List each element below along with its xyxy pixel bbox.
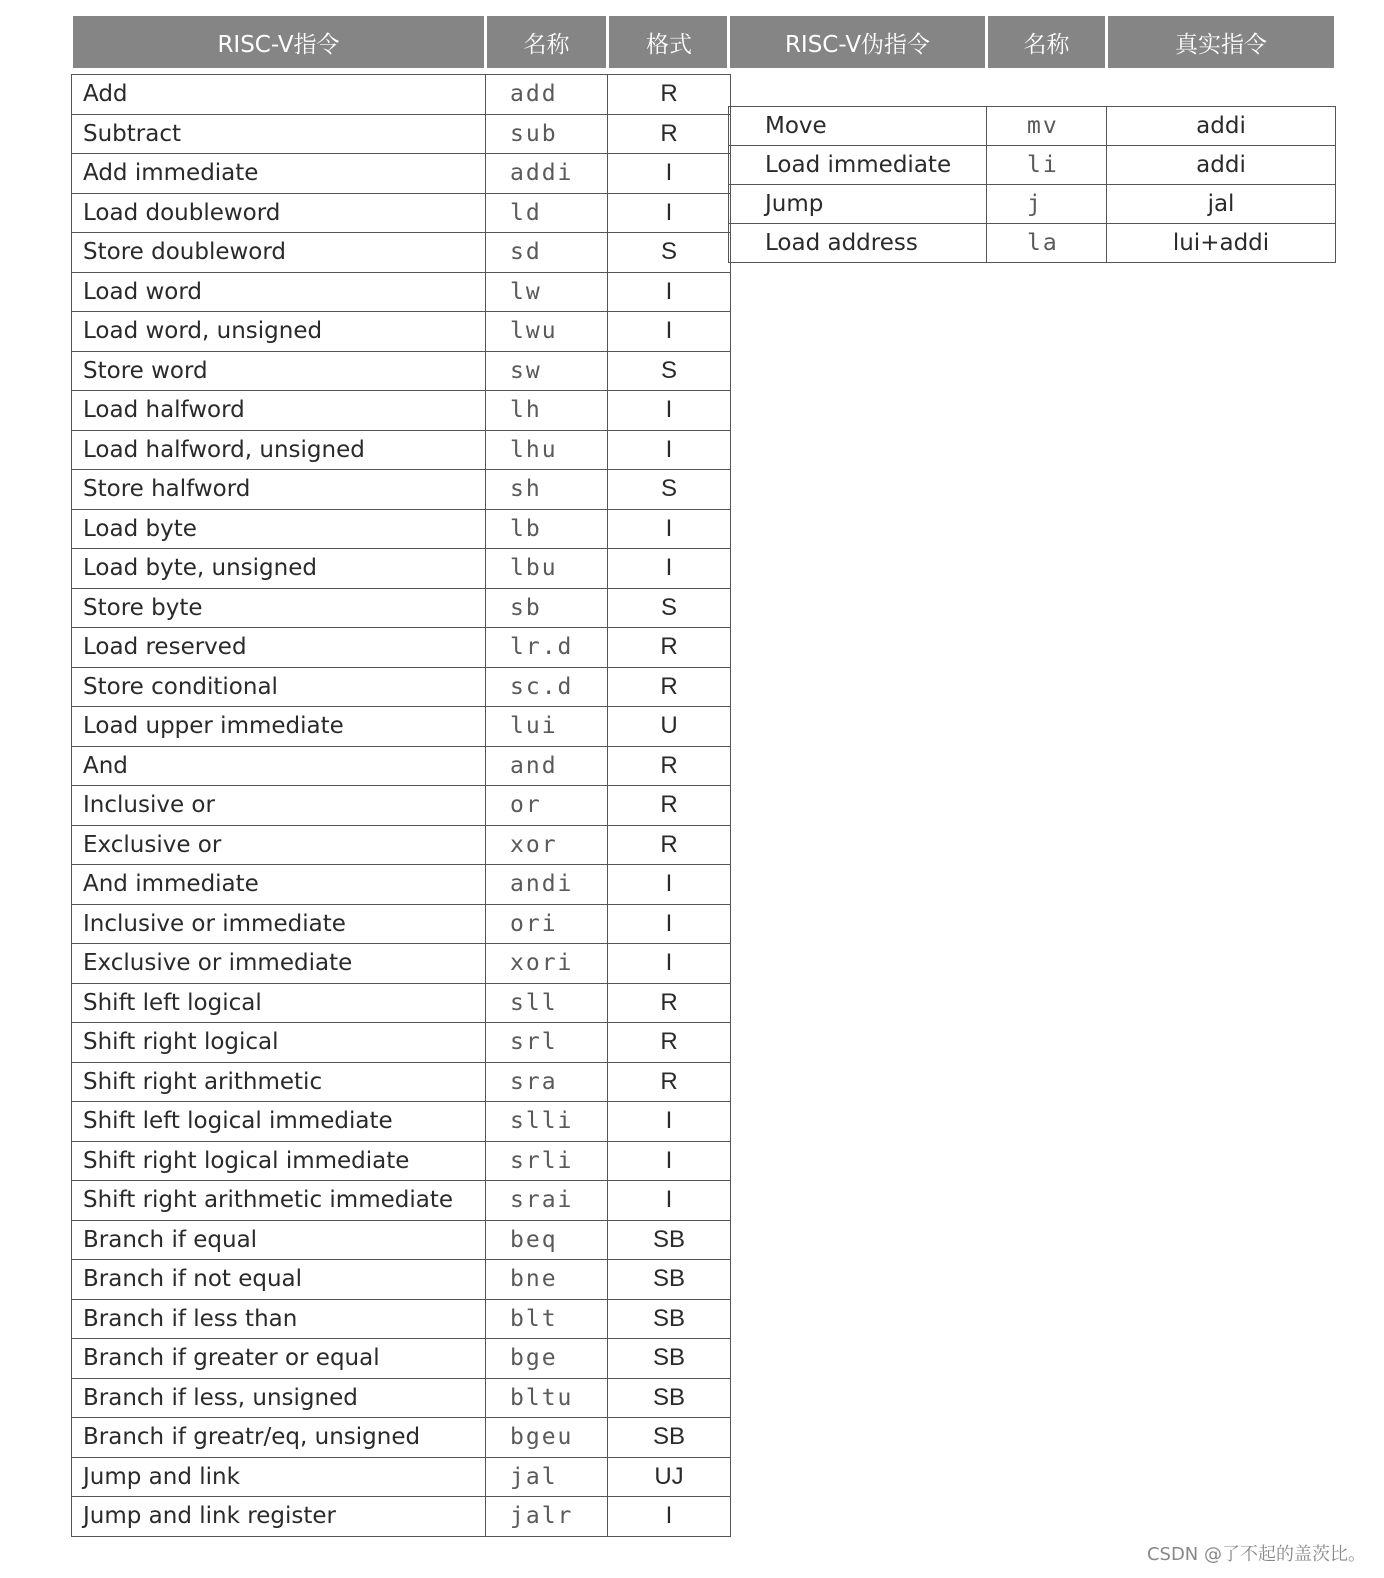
- table-row: [72, 944, 731, 984]
- instruction-description: Load byte, unsigned: [72, 549, 486, 589]
- instruction-mnemonic: or: [486, 786, 608, 826]
- instruction-description: And immediate: [72, 865, 486, 905]
- instruction-mnemonic: bgeu: [486, 1418, 608, 1458]
- instruction-mnemonic: lui: [486, 707, 608, 747]
- instruction-table-header: [72, 16, 731, 68]
- instruction-format: R: [608, 786, 731, 826]
- instruction-format: SB: [608, 1418, 731, 1458]
- instruction-mnemonic: bltu: [486, 1378, 608, 1418]
- instruction-mnemonic: srai: [486, 1181, 608, 1221]
- instruction-mnemonic: sll: [486, 983, 608, 1023]
- instruction-format: I: [608, 865, 731, 905]
- table-row: [72, 75, 731, 115]
- instruction-description: Load halfword, unsigned: [72, 430, 486, 470]
- header-name: 名称: [486, 16, 608, 68]
- instruction-description: And: [72, 746, 486, 786]
- instruction-format: R: [608, 1023, 731, 1063]
- table-row: [72, 1299, 731, 1339]
- instruction-mnemonic: lbu: [486, 549, 608, 589]
- instruction-description: Add immediate: [72, 154, 486, 194]
- table-row: [72, 628, 731, 668]
- real-instruction: jal: [1107, 185, 1336, 224]
- pseudo-table-row: [729, 185, 1336, 224]
- table-row: [72, 272, 731, 312]
- table-row: [72, 509, 731, 549]
- table-row: [72, 904, 731, 944]
- instruction-mnemonic: andi: [486, 865, 608, 905]
- instruction-description: Branch if greatr/eq, unsigned: [72, 1418, 486, 1458]
- table-row: [72, 1457, 731, 1497]
- instruction-format: R: [608, 628, 731, 668]
- table-row: [72, 1023, 731, 1063]
- instruction-format: I: [608, 1181, 731, 1221]
- instruction-description: Branch if not equal: [72, 1260, 486, 1300]
- instruction-mnemonic: xori: [486, 944, 608, 984]
- instruction-description: Shift left logical: [72, 983, 486, 1023]
- instruction-description: Add: [72, 75, 486, 115]
- instruction-format: I: [608, 272, 731, 312]
- instruction-format: S: [608, 233, 731, 273]
- header-format: 格式: [608, 16, 731, 68]
- pseudo-description: Load immediate: [729, 146, 987, 185]
- real-instruction: addi: [1107, 146, 1336, 185]
- instruction-description: Inclusive or immediate: [72, 904, 486, 944]
- table-row: [72, 667, 731, 707]
- table-row: [72, 1260, 731, 1300]
- instruction-description: Shift right arithmetic immediate: [72, 1181, 486, 1221]
- instruction-mnemonic: sra: [486, 1062, 608, 1102]
- table-row: [72, 193, 731, 233]
- instruction-format: I: [608, 549, 731, 589]
- pseudo-table-header: [729, 16, 1336, 68]
- pseudo-mnemonic: j: [987, 185, 1107, 224]
- instruction-mnemonic: sub: [486, 114, 608, 154]
- real-instruction: addi: [1107, 107, 1336, 146]
- table-row: [72, 983, 731, 1023]
- table-row: [72, 154, 731, 194]
- pseudo-description: Load address: [729, 224, 987, 263]
- instruction-mnemonic: ld: [486, 193, 608, 233]
- instruction-description: Store doubleword: [72, 233, 486, 273]
- instruction-format: R: [608, 983, 731, 1023]
- instruction-mnemonic: lb: [486, 509, 608, 549]
- instruction-description: Branch if less than: [72, 1299, 486, 1339]
- instruction-format: SB: [608, 1260, 731, 1300]
- pseudo-description: Jump: [729, 185, 987, 224]
- instruction-mnemonic: bge: [486, 1339, 608, 1379]
- instruction-description: Load upper immediate: [72, 707, 486, 747]
- pseudo-description: Move: [729, 107, 987, 146]
- instruction-format: I: [608, 391, 731, 431]
- table-row: [72, 746, 731, 786]
- instruction-mnemonic: bne: [486, 1260, 608, 1300]
- instruction-description: Store halfword: [72, 470, 486, 510]
- instruction-description: Shift right logical: [72, 1023, 486, 1063]
- instruction-description: Store conditional: [72, 667, 486, 707]
- table-row: [72, 1102, 731, 1142]
- table-row: [72, 549, 731, 589]
- pseudo-table-row: [729, 107, 1336, 146]
- instruction-format: R: [608, 114, 731, 154]
- table-row: [72, 470, 731, 510]
- header-pseudo-instruction: RISC-V伪指令: [729, 16, 987, 68]
- instruction-description: Shift right arithmetic: [72, 1062, 486, 1102]
- instruction-format: R: [608, 825, 731, 865]
- header-real-instruction: 真实指令: [1107, 16, 1336, 68]
- instruction-mnemonic: lwu: [486, 312, 608, 352]
- instruction-format: S: [608, 351, 731, 391]
- instruction-format: R: [608, 746, 731, 786]
- instruction-description: Exclusive or: [72, 825, 486, 865]
- instruction-description: Load word: [72, 272, 486, 312]
- table-row: [72, 1497, 731, 1537]
- instruction-mnemonic: addi: [486, 154, 608, 194]
- instruction-format: UJ: [608, 1457, 731, 1497]
- table-row: [72, 1378, 731, 1418]
- instruction-mnemonic: lr.d: [486, 628, 608, 668]
- table-row: [72, 865, 731, 905]
- instruction-description: Load halfword: [72, 391, 486, 431]
- pseudo-mnemonic: li: [987, 146, 1107, 185]
- instruction-description: Exclusive or immediate: [72, 944, 486, 984]
- instruction-format: S: [608, 470, 731, 510]
- table-row: [72, 588, 731, 628]
- instruction-format: I: [608, 1141, 731, 1181]
- instruction-description: Branch if equal: [72, 1220, 486, 1260]
- instruction-mnemonic: sc.d: [486, 667, 608, 707]
- instruction-mnemonic: lh: [486, 391, 608, 431]
- header-instruction: RISC-V指令: [72, 16, 486, 68]
- instruction-format: SB: [608, 1220, 731, 1260]
- instruction-description: Shift right logical immediate: [72, 1141, 486, 1181]
- instruction-format: R: [608, 75, 731, 115]
- pseudo-mnemonic: mv: [987, 107, 1107, 146]
- instruction-description: Load doubleword: [72, 193, 486, 233]
- header-pseudo-name: 名称: [987, 16, 1107, 68]
- instruction-format: I: [608, 1102, 731, 1142]
- instruction-mnemonic: lw: [486, 272, 608, 312]
- instruction-format: I: [608, 944, 731, 984]
- instruction-mnemonic: jal: [486, 1457, 608, 1497]
- instruction-mnemonic: ori: [486, 904, 608, 944]
- table-row: [72, 825, 731, 865]
- instruction-mnemonic: srl: [486, 1023, 608, 1063]
- instruction-format: R: [608, 667, 731, 707]
- instruction-mnemonic: sd: [486, 233, 608, 273]
- instruction-format: U: [608, 707, 731, 747]
- instruction-mnemonic: srli: [486, 1141, 608, 1181]
- table-row: [72, 351, 731, 391]
- instruction-mnemonic: blt: [486, 1299, 608, 1339]
- instruction-description: Jump and link: [72, 1457, 486, 1497]
- instruction-mnemonic: and: [486, 746, 608, 786]
- table-row: [72, 1339, 731, 1379]
- instruction-format: SB: [608, 1339, 731, 1379]
- watermark: CSDN @了不起的盖茨比。: [1146, 1544, 1366, 1565]
- table-row: [72, 391, 731, 431]
- instruction-table: [70, 16, 732, 1537]
- table-row: [72, 1418, 731, 1458]
- table-row: [72, 1062, 731, 1102]
- pseudo-table-row: [729, 146, 1336, 185]
- table-row: [72, 1220, 731, 1260]
- instruction-format: I: [608, 1497, 731, 1537]
- instruction-format: SB: [608, 1378, 731, 1418]
- pseudo-mnemonic: la: [987, 224, 1107, 263]
- instruction-description: Store byte: [72, 588, 486, 628]
- table-row: [72, 1141, 731, 1181]
- real-instruction: lui+addi: [1107, 224, 1336, 263]
- pseudo-instruction-table: [727, 16, 1337, 263]
- instruction-description: Inclusive or: [72, 786, 486, 826]
- instruction-description: Branch if less, unsigned: [72, 1378, 486, 1418]
- instruction-format: I: [608, 430, 731, 470]
- instruction-format: I: [608, 904, 731, 944]
- instruction-description: Jump and link register: [72, 1497, 486, 1537]
- instruction-description: Subtract: [72, 114, 486, 154]
- instruction-description: Load byte: [72, 509, 486, 549]
- instruction-format: I: [608, 312, 731, 352]
- instruction-format: I: [608, 193, 731, 233]
- instruction-description: Shift left logical immediate: [72, 1102, 486, 1142]
- instruction-description: Store word: [72, 351, 486, 391]
- instruction-description: Load reserved: [72, 628, 486, 668]
- instruction-mnemonic: lhu: [486, 430, 608, 470]
- instruction-mnemonic: beq: [486, 1220, 608, 1260]
- instruction-format: R: [608, 1062, 731, 1102]
- instruction-mnemonic: slli: [486, 1102, 608, 1142]
- table-row: [72, 233, 731, 273]
- instruction-format: SB: [608, 1299, 731, 1339]
- instruction-mnemonic: sb: [486, 588, 608, 628]
- instruction-description: Branch if greater or equal: [72, 1339, 486, 1379]
- instruction-mnemonic: sh: [486, 470, 608, 510]
- instruction-description: Load word, unsigned: [72, 312, 486, 352]
- table-row: [72, 1181, 731, 1221]
- instruction-mnemonic: xor: [486, 825, 608, 865]
- instruction-mnemonic: add: [486, 75, 608, 115]
- instruction-format: I: [608, 509, 731, 549]
- pseudo-table-row: [729, 224, 1336, 263]
- table-row: [72, 786, 731, 826]
- instruction-format: S: [608, 588, 731, 628]
- instruction-mnemonic: jalr: [486, 1497, 608, 1537]
- table-row: [72, 312, 731, 352]
- table-row: [72, 707, 731, 747]
- table-row: [72, 430, 731, 470]
- table-row: [72, 114, 731, 154]
- instruction-format: I: [608, 154, 731, 194]
- instruction-mnemonic: sw: [486, 351, 608, 391]
